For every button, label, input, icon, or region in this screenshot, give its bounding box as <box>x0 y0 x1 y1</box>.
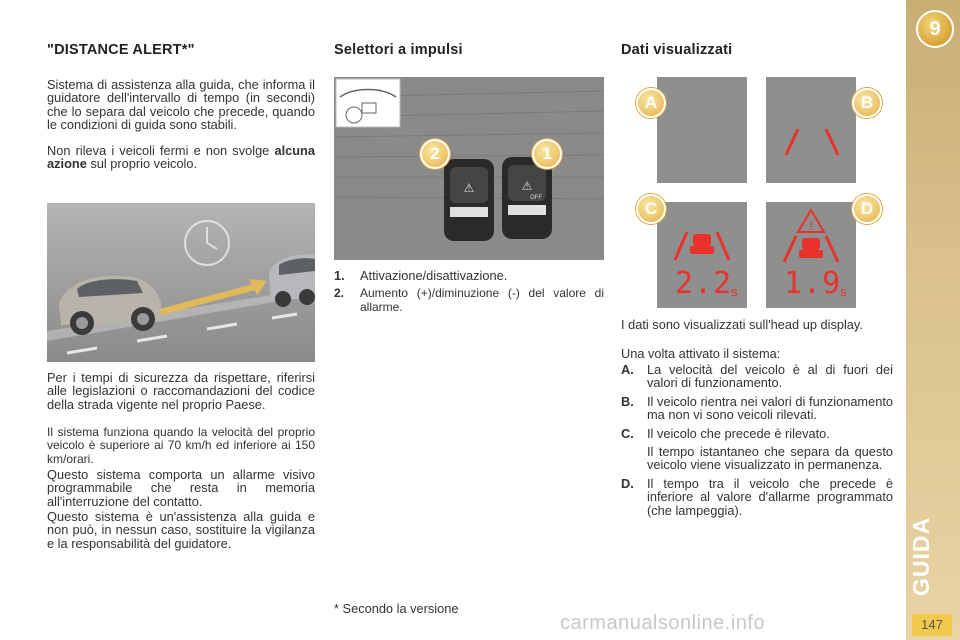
selector-switch-2 <box>444 159 494 241</box>
state-item-c: C. Il veicolo che precede è rilevato. <box>621 425 830 441</box>
chapter-number-badge: 9 <box>916 10 954 48</box>
callout-2: 2 <box>420 139 450 169</box>
alarm-paragraph: Questo sistema comporta un allarme visivo programmabile che resta in memoria all'interruzione del contatto. <box>47 467 315 509</box>
selectors-legend <box>334 269 604 319</box>
svg-text:⚠: ⚠ <box>521 179 533 193</box>
disclaimer-paragraph: Questo sistema è un'assistenza alla guida e non può, in nessun caso, sostituire la vigilanza e la responsabilità del guidatore. <box>47 509 315 551</box>
activated-paragraph: Una volta attivato il sistema: <box>621 346 781 361</box>
no-action-paragraph: Non rileva i veicoli fermi e non svolge alcuna azione sul proprio veicolo. <box>47 143 315 172</box>
svg-text:OFF: OFF <box>530 195 542 201</box>
state-item-c-detail: Il tempo istantaneo che separa da questo veicolo viene visualizzato in permanenza. <box>647 444 893 473</box>
section-heading-distance-alert: "DISTANCE ALERT*" <box>47 42 195 58</box>
hud-intro-paragraph: I dati sono visualizzati sull'head up display. <box>621 317 863 332</box>
selectors-illustration <box>334 77 604 260</box>
panel-tag-c: C <box>636 194 666 224</box>
hud-panel-c <box>657 202 747 308</box>
hud-panel-b <box>766 77 856 183</box>
state-item-d: D. Il tempo tra il veicolo che precede è inferiore al valore d'allarme programmato (che lampeggia). <box>621 475 893 518</box>
state-item-a: A. La velocità del veicolo è al di fuori dei valori di funzionamento. <box>621 362 893 391</box>
intro-paragraph: Sistema di assistenza alla guida, che informa il guidatore dell'intervallo di tempo (in secondi) che lo separa dal veicolo che precede, quando le condizioni di guida sono stabili. <box>47 77 315 133</box>
watermark: carmanualsonline.info <box>560 612 766 634</box>
panel-tag-a: A <box>636 88 666 118</box>
distance-illustration <box>47 203 315 362</box>
selector-switch-1 <box>502 157 552 239</box>
svg-text:⚠: ⚠ <box>463 181 475 195</box>
state-item-b: B. Il veicolo rientra nei valori di funzionamento ma non vi sono veicoli rilevati. <box>621 393 893 423</box>
footnote: * Secondo la versione <box>334 601 459 616</box>
legend-item-2: 2. Aumento (+)/diminuzione (-) del valore di allarme. <box>334 286 604 314</box>
panel-tag-b: B <box>852 88 882 118</box>
speed-range-paragraph: Il sistema funziona quando la velocità del proprio veicolo è superiore ai 70 km/h ed inferiore ai 150 km/orari. <box>47 425 315 466</box>
page-number: 147 <box>912 614 952 636</box>
svg-text:!: ! <box>809 219 813 233</box>
section-heading-selectors: Selettori a impulsi <box>334 42 463 58</box>
legend-item-1: 1. Attivazione/disattivazione. <box>334 268 508 283</box>
hud-readout-d: 1.9 <box>784 266 842 301</box>
panel-tag-d: D <box>852 194 882 224</box>
safety-time-paragraph: Per i tempi di sicurezza da rispettare, riferirsi alle legislazioni o raccomandazioni del codice della strada vigente nel proprio Paese. <box>47 370 315 412</box>
hud-unit-d: s <box>840 284 847 299</box>
callout-1: 1 <box>532 139 562 169</box>
hud-panel-a <box>657 77 747 183</box>
chapter-label: GUIDA <box>908 516 934 596</box>
states-list <box>621 363 893 522</box>
section-heading-displayed-data: Dati visualizzati <box>621 42 733 58</box>
hud-unit-c: s <box>731 284 738 299</box>
hud-readout-c: 2.2 <box>675 266 733 301</box>
hud-panel-d <box>766 202 856 308</box>
